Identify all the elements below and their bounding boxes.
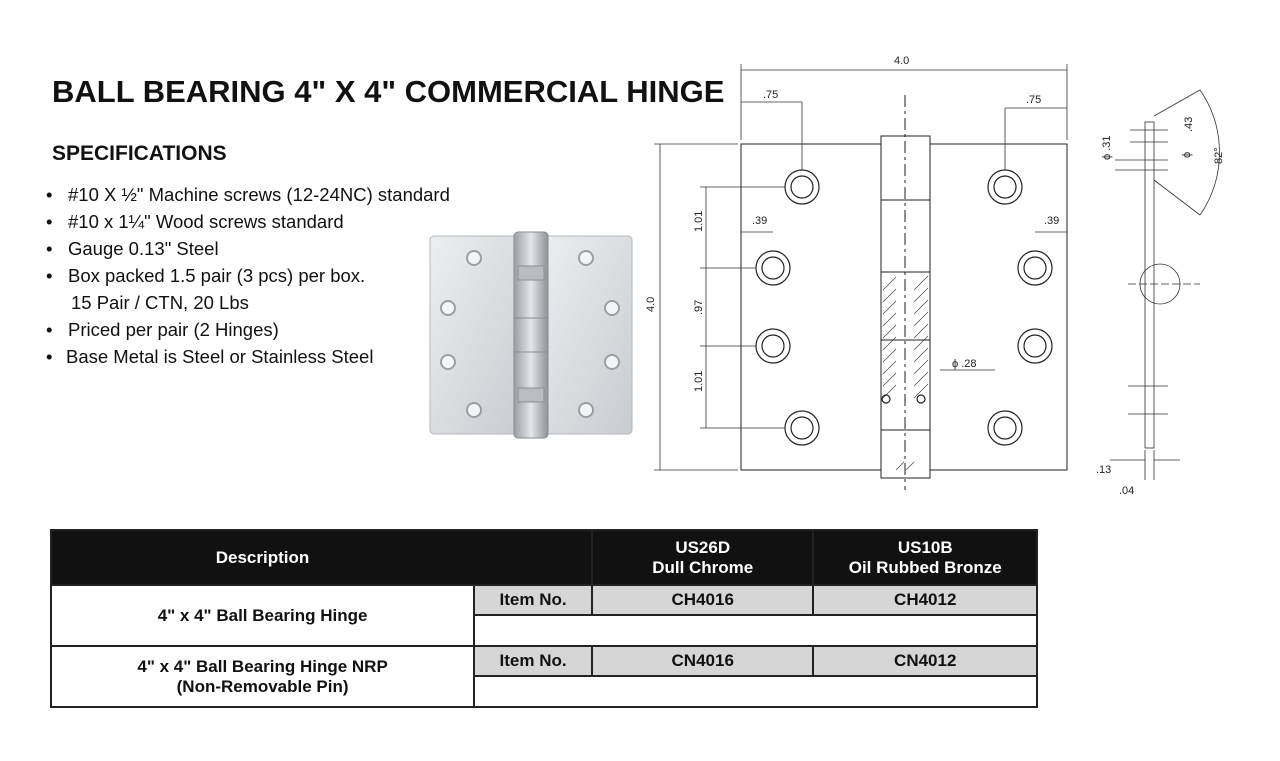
- dim-side-phi: ϕ: [1181, 151, 1193, 158]
- spec-item: • #10 x 1¼" Wood screws standard: [46, 208, 450, 235]
- specifications-list: [46, 181, 450, 370]
- item-no-us10b: CH4012: [813, 585, 1037, 615]
- dim-edge-left: .75: [763, 89, 779, 101]
- dim-offset-right: .39: [1044, 215, 1060, 227]
- dim-spacing-mid: .97: [693, 299, 705, 315]
- page-title: BALL BEARING 4" X 4" COMMERCIAL HINGE: [52, 74, 725, 109]
- dim-overall-width: 4.0: [894, 55, 910, 67]
- spec-item: • Box packed 1.5 pair (3 pcs) per box.: [46, 262, 450, 289]
- spec-item: • Gauge 0.13" Steel: [46, 235, 450, 262]
- dim-overall-height: 4.0: [645, 296, 657, 312]
- spec-item: • #10 X ½" Machine screws (12-24NC) standard: [46, 181, 450, 208]
- dim-side-43: .43: [1183, 116, 1195, 132]
- dim-angle: 82°: [1213, 147, 1225, 164]
- technical-drawing: [640, 50, 1260, 500]
- header-us10b: US10B Oil Rubbed Bronze: [813, 530, 1037, 585]
- row-description: 4" x 4" Ball Bearing Hinge: [51, 585, 474, 646]
- spec-item: • Priced per pair (2 Hinges): [46, 316, 450, 343]
- bullet-icon: •: [46, 265, 53, 286]
- table-header-row: [51, 530, 1037, 585]
- bullet-icon: •: [46, 238, 53, 259]
- bullet-icon: •: [46, 346, 53, 367]
- row-description: 4" x 4" Ball Bearing Hinge NRP (Non-Removable Pin): [51, 646, 474, 707]
- bullet-icon: •: [46, 319, 53, 340]
- table-row: [51, 585, 1037, 615]
- header-us26d: US26D Dull Chrome: [592, 530, 814, 585]
- item-no-label: Item No.: [474, 585, 592, 615]
- item-no-label: Item No.: [474, 646, 592, 676]
- bullet-icon: •: [46, 211, 53, 232]
- right-leaf-outline: [930, 144, 1067, 470]
- dim-spacing-bottom: 1.01: [693, 370, 705, 392]
- dim-edge-right: .75: [1026, 94, 1042, 106]
- table-row: [51, 646, 1037, 676]
- dim-side-31: ϕ .31: [1101, 135, 1113, 160]
- header-description: Description: [51, 530, 592, 585]
- dim-offset-left: .39: [752, 215, 768, 227]
- item-no-us26d: CH4016: [592, 585, 814, 615]
- item-no-us26d: CN4016: [592, 646, 814, 676]
- specifications-heading: SPECIFICATIONS: [52, 142, 227, 165]
- dim-thickness: .13: [1096, 464, 1112, 476]
- dim-gap: .04: [1119, 485, 1135, 497]
- spec-item-continuation: 15 Pair / CTN, 20 Lbs: [71, 292, 249, 313]
- spec-item: • Base Metal is Steel or Stainless Steel: [46, 343, 450, 370]
- hinge-photo: [428, 228, 634, 442]
- bullet-icon: •: [46, 184, 53, 205]
- item-no-us10b: CN4012: [813, 646, 1037, 676]
- dim-pin-diameter: ϕ .28: [952, 358, 977, 370]
- product-table: [50, 529, 1038, 708]
- dim-spacing-top: 1.01: [693, 210, 705, 232]
